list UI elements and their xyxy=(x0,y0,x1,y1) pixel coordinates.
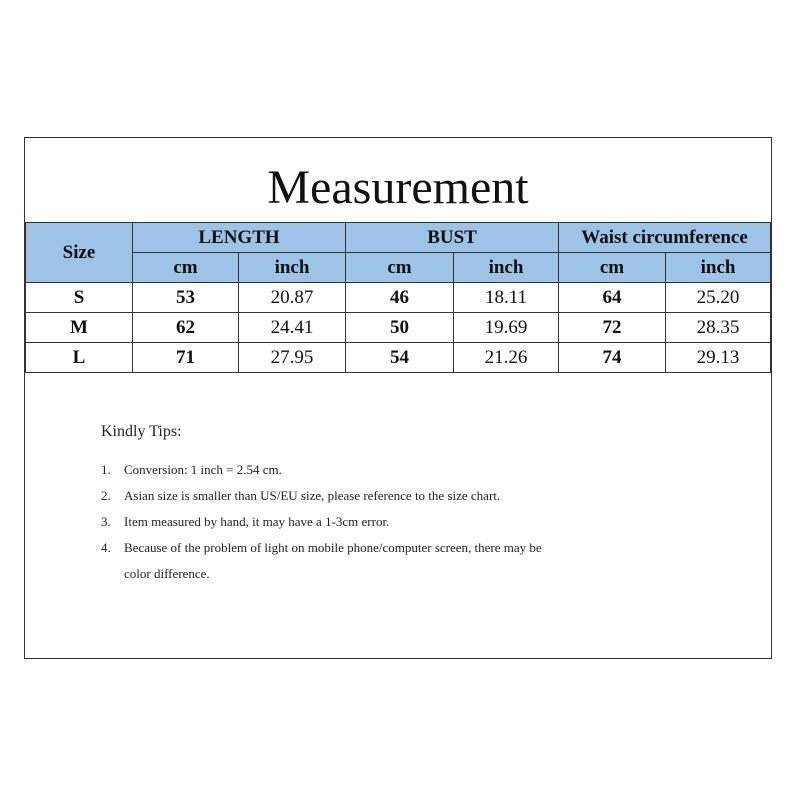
table-cell: 46 xyxy=(346,283,454,313)
kindly-tips xyxy=(101,423,661,591)
table-cell: 28.35 xyxy=(666,313,771,343)
size-label: M xyxy=(26,313,133,343)
table-row xyxy=(26,343,771,373)
tips-title: Kindly Tips: xyxy=(101,423,182,440)
table-group-header-row xyxy=(26,223,771,253)
list-item xyxy=(101,487,661,504)
list-item xyxy=(101,513,661,530)
unit-header: cm xyxy=(346,253,454,283)
size-label: L xyxy=(26,343,133,373)
unit-header: inch xyxy=(666,253,771,283)
table-cell: 64 xyxy=(559,283,666,313)
unit-header: cm xyxy=(133,253,239,283)
size-label: S xyxy=(26,283,133,313)
table-cell: 29.13 xyxy=(666,343,771,373)
group-header-waist: Waist circumference xyxy=(559,223,771,253)
unit-header: cm xyxy=(559,253,666,283)
tips-list xyxy=(101,461,661,582)
list-item xyxy=(101,461,661,478)
group-header-length: LENGTH xyxy=(133,223,346,253)
table-cell: 18.11 xyxy=(454,283,559,313)
unit-header: inch xyxy=(454,253,559,283)
table-cell: 74 xyxy=(559,343,666,373)
list-number: 2. xyxy=(101,488,111,503)
list-number: 3. xyxy=(101,514,111,529)
table-row xyxy=(26,283,771,313)
size-column-header: Size xyxy=(26,223,133,283)
table-cell: 21.26 xyxy=(454,343,559,373)
table-cell: 27.95 xyxy=(239,343,346,373)
tip-text: Item measured by hand, it may have a 1-3cm error. xyxy=(124,514,390,529)
table-cell: 54 xyxy=(346,343,454,373)
page-title: Measurement xyxy=(267,161,529,214)
tip-text: Because of the problem of light on mobile phone/computer screen, there may be xyxy=(124,540,542,555)
list-number: 1. xyxy=(101,462,111,477)
size-chart-table xyxy=(25,222,771,373)
table-cell: 71 xyxy=(133,343,239,373)
tip-text: Asian size is smaller than US/EU size, please reference to the size chart. xyxy=(124,488,501,503)
group-header-bust: BUST xyxy=(346,223,559,253)
table-cell: 53 xyxy=(133,283,239,313)
unit-header: inch xyxy=(239,253,346,283)
list-item xyxy=(101,539,661,582)
list-number: 4. xyxy=(101,540,111,555)
table-row xyxy=(26,313,771,343)
measurement-card xyxy=(24,137,772,659)
tip-text-block xyxy=(124,539,661,582)
tip-text: Conversion: 1 inch = 2.54 cm. xyxy=(124,462,282,477)
table-cell: 24.41 xyxy=(239,313,346,343)
table-cell: 62 xyxy=(133,313,239,343)
table-cell: 20.87 xyxy=(239,283,346,313)
table-cell: 25.20 xyxy=(666,283,771,313)
tip-text-continued: color difference. xyxy=(124,566,210,581)
table-cell: 50 xyxy=(346,313,454,343)
table-cell: 72 xyxy=(559,313,666,343)
table-cell: 19.69 xyxy=(454,313,559,343)
table-unit-header-row xyxy=(26,253,771,283)
